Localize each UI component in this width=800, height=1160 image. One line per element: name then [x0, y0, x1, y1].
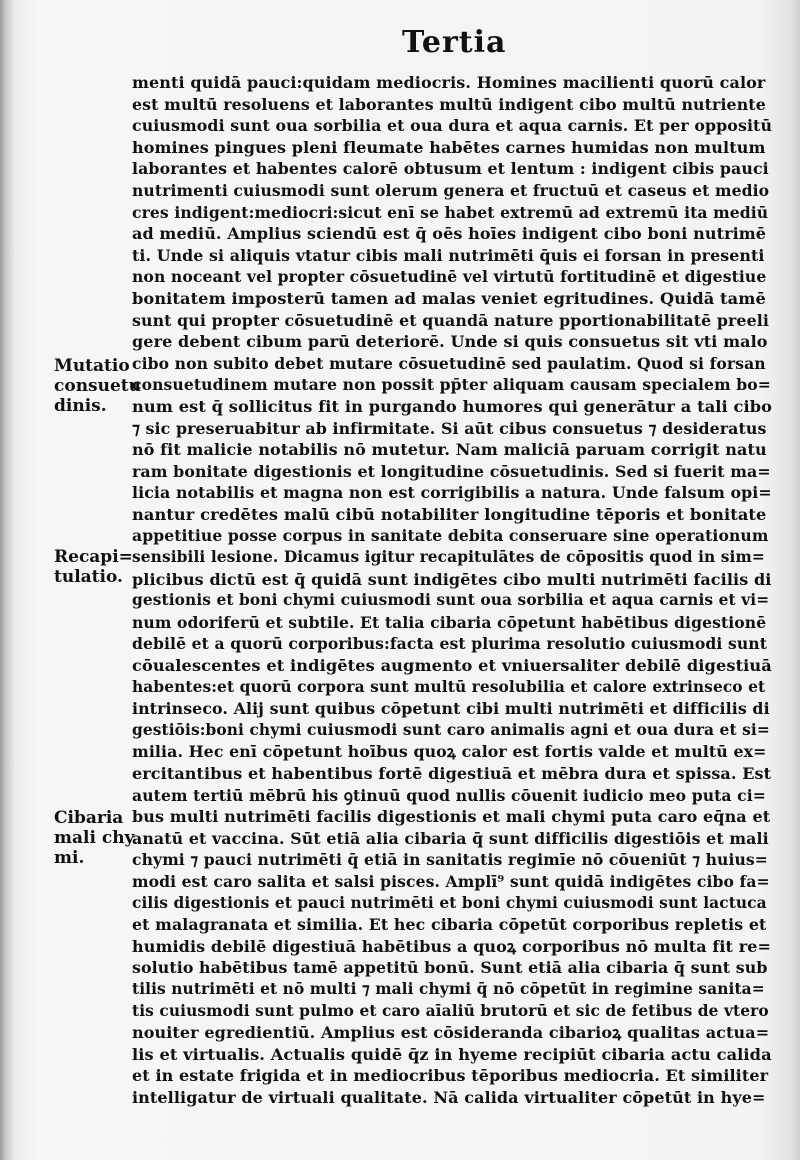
- text-line: gestionis et boni chymi cuiusmodi sunt oua sorbilia et aqua carnis et vi=: [132, 591, 770, 610]
- margin-note-line: consuetu: [54, 376, 142, 396]
- text-line: nō fit malicie notabilis nō mutetur. Nam maliciā paruam corrigit natu: [132, 440, 767, 460]
- text-line: nouiter egredientiū. Amplius est cōsideranda cibarioꝝ qualitas actua=: [132, 1023, 770, 1043]
- text-line: plicibus dictū est q̄ quidā sunt indigētes cibo multi nutrimēti facilis di: [132, 569, 772, 589]
- text-line: menti quidā pauci:quidam mediocris. Homines macilienti quorū calor: [132, 73, 766, 92]
- margin-note-line: mali chy: [54, 828, 135, 848]
- text-line: ram bonitate digestionis et longitudine cōsuetudinis. Sed si fuerit ma=: [132, 461, 771, 481]
- text-line: et malagranata et similia. Et hec cibaria cōpetūt corporibus repletis et: [132, 915, 767, 935]
- margin-note-mutatio: [54, 356, 142, 416]
- text-line: cuiusmodi sunt oua sorbilia et oua dura et aqua carnis. Et per oppositū: [132, 116, 773, 136]
- margin-note-line: mi.: [54, 848, 85, 868]
- text-line: nantur credētes malū cibū notabiliter longitudine tēporis et bonitate: [132, 504, 767, 524]
- text-line: modi est caro salita et salsi pisces. Amplī⁹ sunt quidā indigētes cibo fa=: [132, 871, 770, 891]
- text-line: cilis digestionis et pauci nutrimēti et boni chymi cuiusmodi sunt lactuca: [132, 893, 767, 912]
- margin-note-cibaria: [54, 808, 134, 868]
- text-line: gestiōis:boni chymi cuiusmodi sunt caro animalis agni et oua dura et si=: [132, 720, 770, 739]
- text-line: tis cuiusmodi sunt pulmo et caro aīaliū brutorū et sic de fetibus de vtero: [132, 1001, 769, 1020]
- text-line: est multū resoluens et laborantes multū indigent cibo multū nutriente: [132, 94, 766, 114]
- text-line: intelligatur de virtuali qualitate. Nā calida virtualiter cōpetūt in hye=: [132, 1087, 766, 1107]
- text-line: ad mediū. Amplius sciendū est q̄ oēs hoīes indigent cibo boni nutrimē: [132, 224, 767, 244]
- body-text-column: [132, 72, 772, 1109]
- text-line: tilis nutrimēti et nō multi ⁊ mali chymi q̄ nō cōpetūt in regimine sanita=: [132, 979, 765, 998]
- text-line: consuetudinem mutare non possit pp̄ter aliquam causam specialem bo=: [132, 375, 771, 395]
- text-line: ercitantibus et habentibus fortē digestiuā et mēbra dura et spissa. Est: [132, 764, 772, 783]
- text-line: milia. Hec enī cōpetunt hoībus quoꝝ calor est fortis valde et multū ex=: [132, 742, 767, 762]
- text-line: chymi ⁊ pauci nutrimēti q̄ etiā in sanitatis regimīe nō cōueniūt ⁊ huius=: [132, 850, 768, 870]
- text-line: sensibili lesione. Dicamus igitur recapitulātes de cōpositis quod in sim=: [132, 548, 765, 567]
- text-line: sunt qui propter cōsuetudinē et quandā nature pportionabilitatē preeli: [132, 310, 769, 330]
- margin-note-line: dinis.: [54, 396, 107, 416]
- running-head: Tertia: [402, 25, 507, 60]
- text-line: nutrimenti cuiusmodi sunt olerum genera et fructuū et caseus et medio: [132, 180, 770, 200]
- text-line: ⁊ sic preseruabitur ab infirmitate. Si aūt cibus consuetus ⁊ desideratus: [132, 418, 767, 438]
- margin-note-line: Mutatio: [54, 356, 130, 376]
- text-line: num odoriferū et subtile. Et talia cibaria cōpetunt habētibus digestionē: [132, 612, 767, 632]
- margin-note-line: tulatio.: [54, 567, 123, 587]
- text-line: bus multi nutrimēti facilis digestionis et mali chymi puta caro eq̄na et: [132, 807, 771, 827]
- text-line: appetitiue posse corpus in sanitate debita conseruare sine operationum: [132, 526, 769, 546]
- margin-note-recapitulatio: [54, 547, 134, 587]
- text-line: et in estate frigida et in mediocribus tēporibus mediocria. Et similiter: [132, 1066, 769, 1086]
- text-line: licia notabilis et magna non est corrigibilis a natura. Unde falsum opi=: [132, 483, 772, 503]
- text-line: ti. Unde si aliquis vtatur cibis mali nutrimēti q̄uis ei forsan in presenti: [132, 245, 765, 265]
- text-line: cibo non subito debet mutare cōsuetudinē sed paulatim. Quod si forsan: [132, 353, 766, 373]
- text-line: lis et virtualis. Actualis quidē q̄z in hyeme recipiūt cibaria actu calida: [132, 1044, 772, 1064]
- text-line: solutio habētibus tamē appetitū bonū. Sunt etiā alia cibaria q̄ sunt sub: [132, 958, 768, 978]
- text-line: autem tertiū mēbrū his ꝯtinuū quod nullis cōuenit iudicio meo puta ci=: [132, 785, 766, 805]
- text-line: anatū et vaccina. Sūt etiā alia cibaria q̄ sunt difficilis digestiōis et mali: [132, 828, 769, 848]
- text-line: humidis debilē digestiuā habētibus a quoꝝ corporibus nō multa fit re=: [132, 936, 772, 956]
- text-line: gere debent cibum parū deteriorē. Unde si quis consuetus sit vti malo: [132, 332, 768, 352]
- text-line: non noceant vel propter cōsuetudinē vel virtutū fortitudinē et digestiue: [132, 267, 767, 287]
- text-line: intrinseco. Alij sunt quibus cōpetunt cibi multi nutrimēti et difficilis di: [132, 699, 770, 719]
- text-line: laborantes et habentes calorē obtusum et lentum : indigent cibis pauci: [132, 159, 769, 179]
- text-line: homines pingues pleni fleumate habētes carnes humidas non multum: [132, 137, 766, 157]
- text-line: cres indigent:mediocri:sicut enī se habet extremū ad extremū ita mediū: [132, 202, 769, 222]
- text-line: debilē et a quorū corporibus:facta est plurima resolutio cuiusmodi sunt: [132, 634, 767, 654]
- margin-note-line: Recapi=: [54, 547, 133, 567]
- text-line: cōualescentes et indigētes augmento et vniuersaliter debilē digestiuā: [132, 656, 772, 676]
- text-line: bonitatem imposterū tamen ad malas veniet egritudines. Quidā tamē: [132, 288, 766, 308]
- text-line: habentes:et quorū corpora sunt multū resolubilia et calore extrinseco et: [132, 677, 766, 696]
- text-line: num est q̄ sollicitus fit in purgando humores qui generātur a tali cibo: [132, 396, 773, 416]
- margin-note-line: Cibaria: [54, 808, 124, 828]
